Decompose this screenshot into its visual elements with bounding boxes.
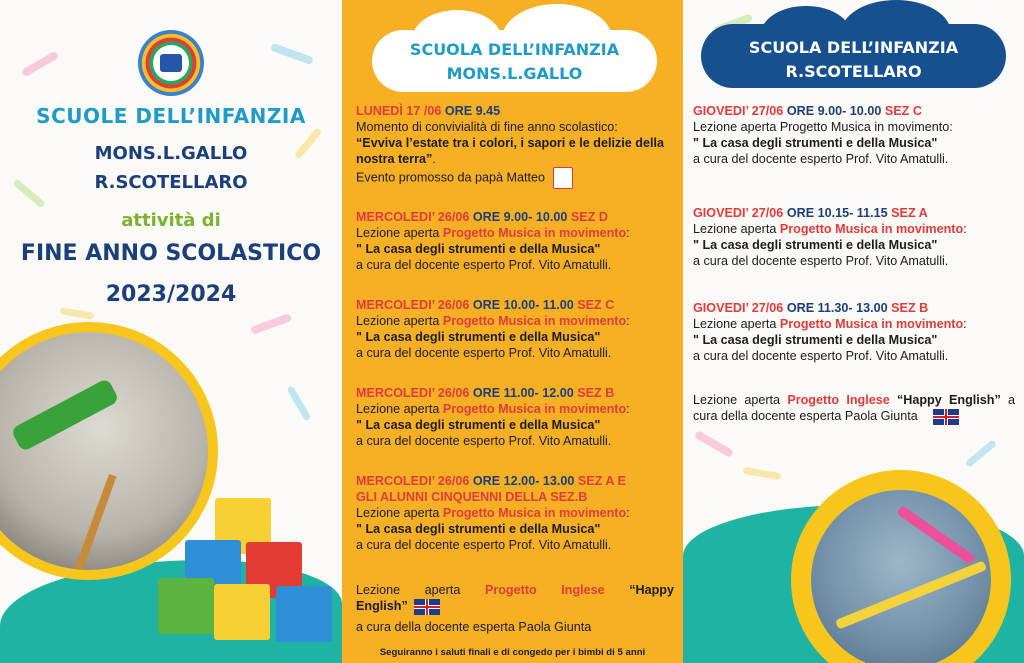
event-block: [356, 473, 674, 553]
middle-panel: [342, 0, 683, 663]
english-event-block: [693, 392, 1015, 425]
event-title: " La casa degli strumenti e della Musica": [356, 242, 601, 256]
event-intro: Lezione aperta: [356, 583, 461, 597]
event-time: ORE 10.00- 11.00: [472, 298, 574, 312]
event-title: " La casa degli strumenti e della Musica": [356, 418, 601, 432]
event-colon: :: [626, 506, 630, 520]
event-date: GIOVEDI’ 27/06: [693, 206, 784, 220]
event-teacher: a cura del docente esperto Prof. Vito Amatulli.: [693, 254, 949, 268]
event-teacher: a cura del docente esperto Prof. Vito Amatulli.: [693, 152, 949, 166]
event-time: ORE 11.30- 13.00: [786, 301, 888, 315]
confetti: [21, 51, 60, 78]
event-intro: Lezione aperta Progetto Musica in movimento:: [693, 120, 953, 134]
event-teacher: a cura del docente esperto Prof. Vito Amatulli.: [693, 349, 949, 363]
event-title: " La casa degli strumenti e della Musica": [693, 238, 938, 252]
toy-block: [214, 584, 270, 640]
event-date: GIOVEDI’ 27/06: [693, 104, 784, 118]
event-teacher: a cura del docente esperto Prof. Vito Amatulli.: [356, 434, 612, 448]
school-logo: [138, 30, 204, 96]
confetti: [743, 467, 782, 480]
event-colon: :: [626, 226, 630, 240]
event-teacher: a cura della docente esperta Paola Giunta: [693, 393, 1016, 423]
drumstick-shape: [835, 560, 987, 629]
event-date: MERCOLEDI’ 26/06: [356, 474, 470, 488]
end-of-year-title: FINE ANNO SCOLASTICO: [20, 241, 322, 266]
event-project: Progetto Inglese: [787, 393, 890, 407]
event-colon: :: [963, 222, 967, 236]
event-teacher: a cura del docente esperto Prof. Vito Amatulli.: [356, 346, 612, 360]
event-title: " La casa degli strumenti e della Musica": [356, 522, 601, 536]
event-section: SEZ C: [884, 104, 922, 118]
event-colon: :: [963, 317, 967, 331]
event-section: SEZ B: [577, 386, 615, 400]
event-text: Momento di convivialità di fine anno scolastico:: [356, 120, 618, 134]
event-project: Progetto Musica in movimento: [442, 226, 627, 240]
event-intro: Lezione aperta: [356, 314, 440, 328]
sponsor-logo-icon: [553, 167, 573, 189]
tambourine-shape: [10, 378, 119, 453]
event-block: [356, 209, 674, 273]
drumstick-shape: [71, 474, 116, 580]
event-title: " La casa degli strumenti e della Musica": [693, 333, 938, 347]
english-event-block: [356, 582, 674, 635]
book-icon: [160, 54, 182, 72]
header-cloud: [372, 30, 657, 92]
event-intro: Lezione aperta: [693, 222, 777, 236]
event-date: MERCOLEDI’ 26/06: [356, 210, 470, 224]
event-time: ORE 11.00- 12.00: [472, 386, 574, 400]
event-block: [356, 103, 674, 189]
event-teacher: a cura del docente esperto Prof. Vito Amatulli.: [356, 258, 612, 272]
event-section: SEZ A: [891, 206, 928, 220]
event-section: SEZ B: [891, 301, 929, 315]
event-intro: Lezione aperta: [356, 226, 440, 240]
event-intro: Lezione aperta: [356, 506, 440, 520]
uk-flag-icon: [933, 409, 959, 425]
event-teacher: a cura del docente esperto Prof. Vito Amatulli.: [356, 538, 612, 552]
event-date: GIOVEDI’ 27/06: [693, 301, 784, 315]
right-panel: [683, 0, 1024, 663]
event-intro: Lezione aperta: [693, 317, 777, 331]
event-project: Progetto Inglese: [484, 583, 605, 597]
confetti: [250, 313, 292, 335]
event-time: ORE 12.00- 13.00: [472, 474, 575, 488]
event-section: SEZ C: [577, 298, 615, 312]
event-project: Progetto Musica in movimento: [442, 314, 627, 328]
confetti: [270, 43, 314, 66]
event-sponsor-text: Evento promosso da papà Matteo: [356, 170, 546, 185]
event-time: ORE 9.45: [444, 104, 501, 118]
event-project: Progetto Musica in movimento: [442, 402, 627, 416]
event-project: Progetto Musica in movimento: [779, 222, 964, 236]
event-teacher: a cura della docente esperta Paola Giunta: [356, 619, 592, 634]
event-time: ORE 9.00- 10.00: [786, 104, 882, 118]
english-project-name: “Happy English”: [356, 583, 675, 613]
school-header-line2: MONS.L.GALLO: [446, 64, 583, 83]
uk-flag-icon: [414, 599, 440, 615]
event-section-extra: GLI ALUNNI CINQUENNI DELLA SEZ.B: [356, 490, 588, 504]
left-panel: [0, 0, 342, 663]
event-title: " La casa degli strumenti e della Musica": [356, 330, 601, 344]
confetti: [60, 307, 95, 320]
event-block: [693, 103, 1015, 167]
event-project: Progetto Musica in movimento: [442, 506, 627, 520]
event-date: MERCOLEDI’ 26/06: [356, 386, 470, 400]
activities-label: attività di: [121, 210, 221, 231]
confetti: [286, 385, 311, 421]
confetti: [694, 430, 734, 458]
event-time: ORE 9.00- 10.00: [472, 210, 568, 224]
event-colon: :: [626, 402, 630, 416]
school-year: 2023/2024: [105, 282, 237, 307]
closing-note: Seguiranno i saluti finali e di congedo per i bimbi di 5 anni: [379, 647, 646, 658]
instruments-photo: [811, 490, 991, 663]
school-name-gallo: MONS.L.GALLO: [94, 143, 248, 164]
event-quote: “Evviva l’estate tra i colori, i sapori e le delizie della nostra terra”: [356, 136, 664, 166]
confetti: [965, 439, 997, 468]
event-section: SEZ A E: [577, 474, 626, 488]
event-intro: Lezione aperta: [356, 402, 440, 416]
event-block: [693, 205, 1015, 269]
event-project: Progetto Musica in movimento: [779, 317, 964, 331]
toy-block: [158, 578, 214, 634]
event-block: [356, 385, 674, 449]
event-title: " La casa degli strumenti e della Musica": [693, 136, 938, 150]
event-block: [356, 297, 674, 361]
toy-block: [276, 586, 332, 642]
school-header-line1: SCUOLA DELL’INFANZIA: [748, 38, 959, 57]
school-header-line2: R.SCOTELLARO: [785, 62, 922, 81]
event-date: LUNEDÌ 17 /06: [356, 104, 442, 118]
event-block: [693, 300, 1015, 364]
school-header-line1: SCUOLA DELL’INFANZIA: [409, 40, 620, 59]
event-section: SEZ D: [570, 210, 608, 224]
school-name-scotellaro: R.SCOTELLARO: [94, 172, 248, 193]
event-date: MERCOLEDI’ 26/06: [356, 298, 470, 312]
schools-title: SCUOLE DELL’INFANZIA: [36, 104, 306, 128]
english-project-name: “Happy English”: [896, 393, 1001, 407]
event-quote-end: .: [432, 152, 436, 166]
event-colon: :: [626, 314, 630, 328]
event-intro: Lezione aperta: [693, 393, 781, 407]
header-cloud: [701, 24, 1006, 88]
event-time: ORE 10.15- 11.15: [786, 206, 888, 220]
